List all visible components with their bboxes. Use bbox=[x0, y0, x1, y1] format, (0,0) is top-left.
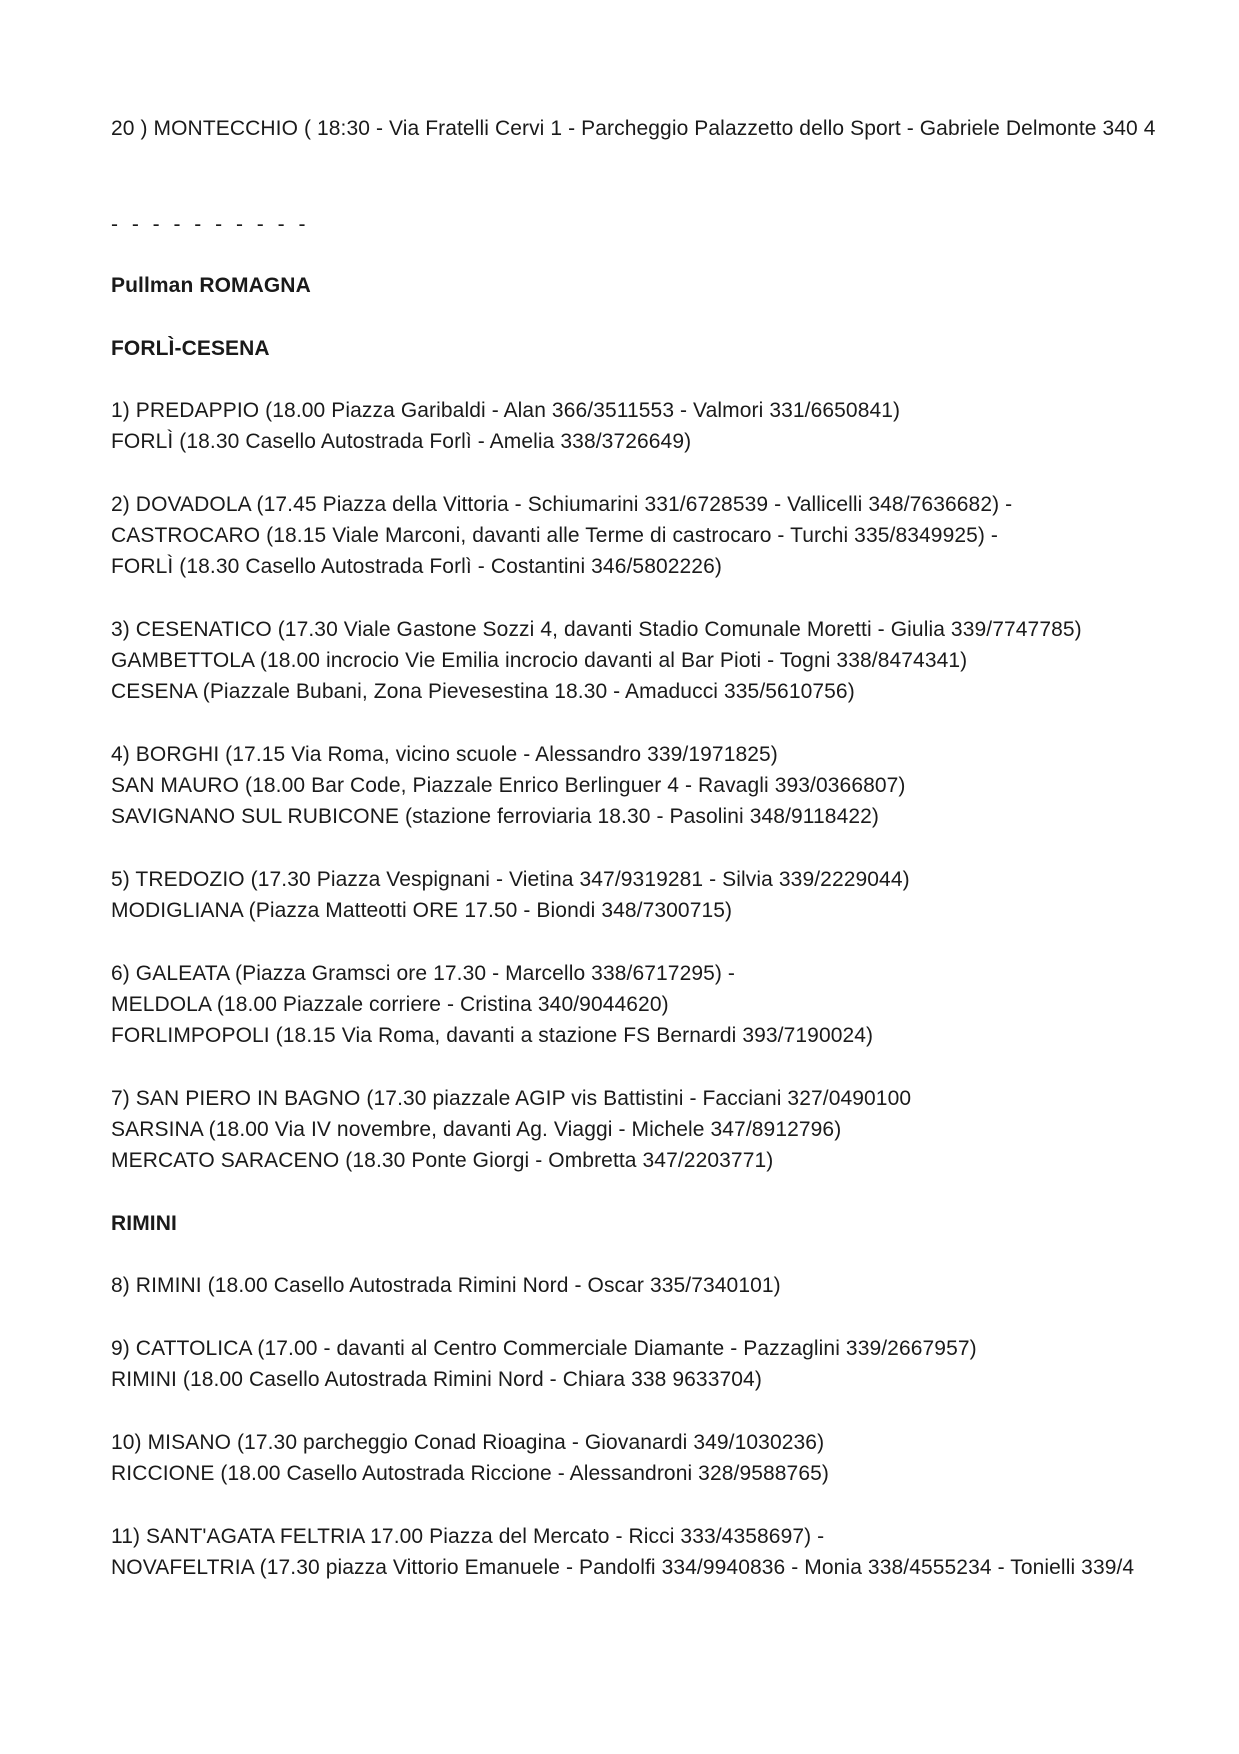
route-line: RIMINI (18.00 Casello Autostrada Rimini Nord - Chiara 338 9633704) bbox=[111, 1368, 762, 1391]
separator: - - - - - - - - - - bbox=[111, 213, 310, 236]
route-line: 10) MISANO (17.30 parcheggio Conad Rioagina - Giovanardi 349/1030236) bbox=[111, 1431, 825, 1454]
route-line: FORLÌ (18.30 Casello Autostrada Forlì - Costantini 346/5802226) bbox=[111, 555, 722, 578]
route-line: 4) BORGHI (17.15 Via Roma, vicino scuole - Alessandro 339/1971825) bbox=[111, 743, 778, 766]
route-line: 7) SAN PIERO IN BAGNO (17.30 piazzale AGIP vis Battistini - Facciani 327/0490100 bbox=[111, 1087, 912, 1110]
route-line: 8) RIMINI (18.00 Casello Autostrada Rimini Nord - Oscar 335/7340101) bbox=[111, 1274, 781, 1297]
route-line: 5) TREDOZIO (17.30 Piazza Vespignani - Vietina 347/9319281 - Silvia 339/2229044) bbox=[111, 868, 910, 891]
route-line: 11) SANT'AGATA FELTRIA 17.00 Piazza del Mercato - Ricci 333/4358697) - bbox=[111, 1525, 825, 1548]
route-line: FORLÌ (18.30 Casello Autostrada Forlì - Amelia 338/3726649) bbox=[111, 430, 692, 453]
route-line: 9) CATTOLICA (17.00 - davanti al Centro Commerciale Diamante - Pazzaglini 339/2667957) bbox=[111, 1337, 977, 1360]
route-line: CESENA (Piazzale Bubani, Zona Pievesestina 18.30 - Amaducci 335/5610756) bbox=[111, 680, 855, 703]
route-line: MELDOLA (18.00 Piazzale corriere - Cristina 340/9044620) bbox=[111, 993, 669, 1016]
route-line: SAN MAURO (18.00 Bar Code, Piazzale Enrico Berlinguer 4 - Ravagli 393/0366807) bbox=[111, 774, 906, 797]
route-line: MERCATO SARACENO (18.30 Ponte Giorgi - Ombretta 347/2203771) bbox=[111, 1149, 774, 1172]
route-line: SARSINA (18.00 Via IV novembre, davanti Ag. Viaggi - Michele 347/8912796) bbox=[111, 1118, 842, 1141]
route-line: 6) GALEATA (Piazza Gramsci ore 17.30 - Marcello 338/6717295) - bbox=[111, 962, 736, 985]
route-line: 20 ) MONTECCHIO ( 18:30 - Via Fratelli Cervi 1 - Parcheggio Palazzetto dello Sport - Gabriele Delmonte 340 4 bbox=[111, 117, 1156, 140]
route-line: 2) DOVADOLA (17.45 Piazza della Vittoria - Schiumarini 331/6728539 - Vallicelli 348/7636682) - bbox=[111, 493, 1013, 516]
route-line: SAVIGNANO SUL RUBICONE (stazione ferroviaria 18.30 - Pasolini 348/9118422) bbox=[111, 805, 880, 828]
route-line: MODIGLIANA (Piazza Matteotti ORE 17.50 - Biondi 348/7300715) bbox=[111, 899, 733, 922]
route-line: 1) PREDAPPIO (18.00 Piazza Garibaldi - Alan 366/3511553 - Valmori 331/6650841) bbox=[111, 399, 901, 422]
route-line: FORLIMPOPOLI (18.15 Via Roma, davanti a stazione FS Bernardi 393/7190024) bbox=[111, 1024, 874, 1047]
route-line: NOVAFELTRIA (17.30 piazza Vittorio Emanuele - Pandolfi 334/9940836 - Monia 338/4555234 - Tonielli 339/4 bbox=[111, 1556, 1135, 1579]
route-line: 3) CESENATICO (17.30 Viale Gastone Sozzi 4, davanti Stadio Comunale Moretti - Giulia 339/7747785) bbox=[111, 618, 1082, 641]
route-line: GAMBETTOLA (18.00 incrocio Vie Emilia incrocio davanti al Bar Pioti - Togni 338/8474341) bbox=[111, 649, 968, 672]
region-heading-rimini: RIMINI bbox=[111, 1212, 177, 1235]
region-heading-forli-cesena: FORLÌ-CESENA bbox=[111, 337, 270, 360]
section-heading-pullman: Pullman ROMAGNA bbox=[111, 274, 311, 297]
route-line: CASTROCARO (18.15 Viale Marconi, davanti alle Terme di castrocaro - Turchi 335/8349925) - bbox=[111, 524, 999, 547]
route-line: RICCIONE (18.00 Casello Autostrada Riccione - Alessandroni 328/9588765) bbox=[111, 1462, 829, 1485]
